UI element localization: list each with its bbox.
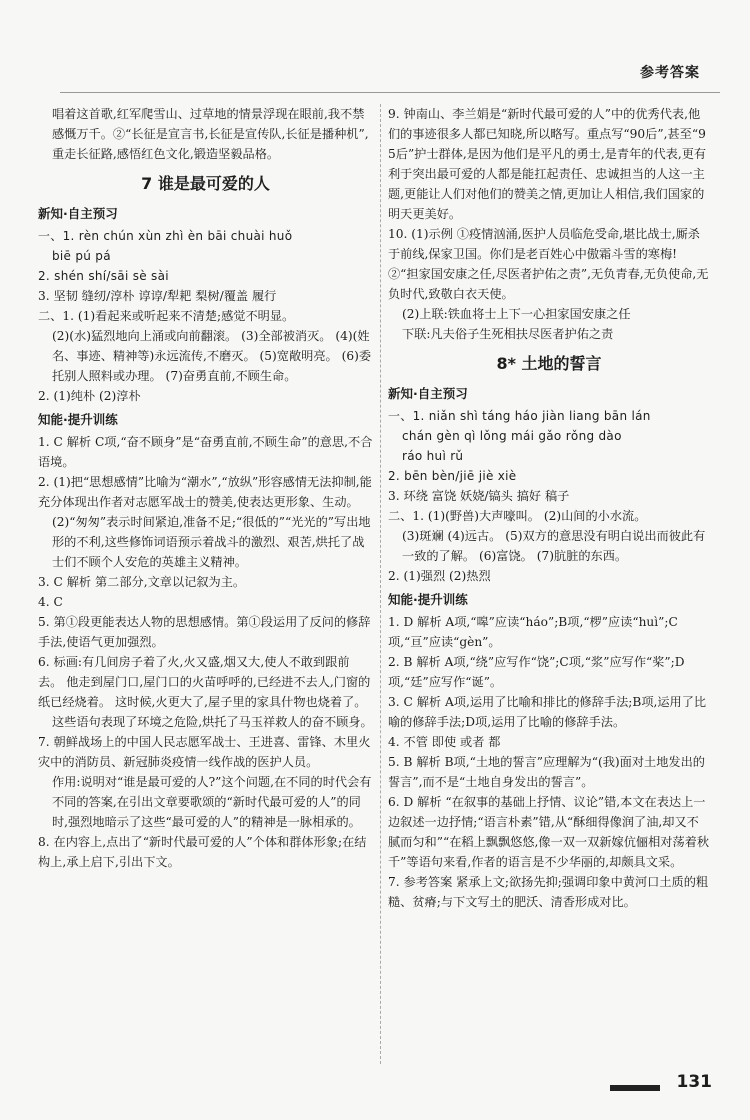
answer-line: (2)(水)猛烈地向上涌或向前翻滚。 (3)全部被消灭。 (4)(姓名、事迹、精神等)永远流传,不磨灭。 (5)宽敞明亮。 (6)委托别人照料或办理。 (7)奋勇直前,不顾生命。	[52, 329, 372, 383]
answer-line: 3. 坚韧 缝纫/淳朴 谆谆/犁耙 梨树/覆盖 履行	[38, 289, 277, 303]
answer-line: biē pú pá	[52, 249, 111, 263]
answer-line: chán gèn qì lǒng mái gǎo rǒng dào	[402, 429, 622, 443]
answer-line: 作用:说明对“谁是最可爱的人?”这个问题,在不同的时代会有不同的答案,在引出文章要歌颂的“新时代最可爱的人”的同时,强烈地暗示了这些“最可爱的人”的精神是一脉相承的。	[52, 775, 372, 829]
answer-line: (3)斑斓 (4)远古。 (5)双方的意思没有明白说出而彼此有一致的了解。 (6)富饶。 (7)肮脏的东西。	[402, 529, 706, 563]
answer-line: 9. 钟南山、李兰娟是“新时代最可爱的人”中的优秀代表,他们的事迹很多人都已知晓,所以略写。重点写“90后”,甚至“95后”护士群体,是因为他们是平凡的勇士,是青年的代表,更有利于突出最可爱的人都是能扛起责任、忠诚担当的人这一主题,更能让人们对他们的赞美之情,更加让人相信,我们国家的明天更美好。	[388, 107, 707, 221]
answer-line: 4. C	[38, 595, 63, 609]
footer-bar	[610, 1085, 660, 1091]
page-header	[0, 0, 750, 100]
answer-line: 2. B 解析 A项,“绕”应写作“饶”;C项,“浆”应写作“桨”;D项,“廷”应写作“诞”。	[388, 655, 685, 689]
page-number: 131	[676, 1072, 712, 1092]
answer-line: (2)“匆匆”表示时间紧迫,准备不足;“很低的”“光光的”写出地形的不利,这些修饰词语预示着战斗的激烈、艰苦,烘托了战士们不顾个人安危的英雄主义精神。	[52, 515, 371, 569]
answer-line: 2. (1)强烈 (2)热烈	[388, 569, 491, 583]
answer-line: 7. 参考答案 紧承上文;欲扬先抑;强调印象中黄河口土质的粗糙、贫瘠;与下文写土的肥沃、清香形成对比。	[388, 875, 709, 909]
answer-line: 5. B 解析 B项,“土地的誓言”应理解为“(我)面对土地发出的誓言”,而不是“土地自身发出的誓言”。	[388, 755, 705, 789]
answer-line: 7. 朝鲜战场上的中国人民志愿军战士、王进喜、雷锋、木里火灾中的消防员、新冠肺炎疫情一线作战的医护人员。	[38, 735, 371, 769]
answer-line: 6. 标画:有几间房子着了火,火又盛,烟又大,使人不敢到跟前去。 他走到屋门口,屋门口的火苗呼呼的,已经进不去人,门窗的纸已经烧着。 这时候,火更大了,屋子里的家具什物也烧着了。	[38, 655, 371, 709]
right-column	[388, 104, 710, 912]
answer-line: 这些语句表现了环境之危险,烘托了马玉祥救人的奋不顾身。	[52, 715, 373, 729]
section-heading: 知能·提升训练	[388, 592, 468, 607]
answer-line: 8. 在内容上,点出了“新时代最可爱的人”个体和群体形象;在结构上,承上启下,引出下文。	[38, 835, 367, 869]
answer-line: 下联:凡夫俗子生死相扶尽医者护佑之责	[402, 327, 614, 341]
answer-line: 2. (1)纯朴 (2)淳朴	[38, 389, 141, 403]
answer-line: 1. C 解析 C项,“奋不顾身”是“奋勇直前,不顾生命”的意思,不合语境。	[38, 435, 373, 469]
answer-line: 1. D 解析 A项,“嗥”应读“háo”;B项,“椤”应读“huì”;C项,“亘”应读“gèn”。	[388, 615, 678, 649]
chapter-title: 7 谁是最可爱的人	[141, 174, 270, 193]
answer-line: 10. (1)示例 ①疫情汹涌,医护人员临危受命,堪比战士,厮杀于前线,保家卫国。你们是老百姓心中傲霜斗雪的寒梅! ②“担家国安康之任,尽医者护佑之责”,无负青春,无负使命,无负时代,致敬白衣天使。	[388, 227, 709, 301]
answer-line: ráo huì rǔ	[402, 449, 464, 463]
answer-line: 二、1. (1)看起来或听起来不清楚;感觉不明显。	[38, 309, 295, 323]
answer-line: 4. 不管 即使 或者 都	[388, 735, 501, 749]
header-rule	[60, 92, 720, 93]
left-column	[38, 104, 373, 872]
answer-line: 2. (1)把“思想感情”比喻为“潮水”,“放纵”形容感情无法抑制,能充分体现出作者对志愿军战士的赞美,使表达更形象、生动。	[38, 475, 372, 509]
answer-line: 3. C 解析 A项,运用了比喻和排比的修辞手法;B项,运用了比喻的修辞手法;D项,运用了比喻的修辞手法。	[388, 695, 707, 729]
header-title: 参考答案	[640, 65, 700, 81]
answer-line: 唱着这首歌,红军爬雪山、过草地的情景浮现在眼前,我不禁感慨万千。②“长征是宣言书,长征是宣传队,长征是播种机”,重走长征路,感悟红色文化,锻造坚毅品格。	[52, 107, 369, 161]
answer-line: 3. C 解析 第二部分,文章以记叙为主。	[38, 575, 246, 589]
answer-line: 6. D 解析 “在叙事的基础上抒情、议论”错,本文在表达上一边叙述一边抒情;“语言朴素”错,从“酥细得像润了油,却又不腻而匀和”“在稻上飘飘悠悠,像一双一双新嫁伉俪相对荡着秋千”等语句来看,作者的语言是不少华丽的,却颇具文采。	[388, 795, 710, 869]
section-heading: 新知·自主预习	[38, 206, 118, 221]
answer-line: 一、1. rèn chún xùn zhì èn bāi chuài huǒ	[38, 229, 293, 243]
answer-line: 3. 环绕 富饶 妖娆/镐头 搞好 稿子	[388, 489, 570, 503]
answer-line: 一、1. niǎn shì táng háo jiàn liang bān lán	[388, 409, 651, 423]
answer-line: (2)上联:铁血将士上下一心担家国安康之任	[402, 307, 631, 321]
answer-line: 二、1. (1)(野兽)大声嚎叫。 (2)山间的小水流。	[388, 509, 647, 523]
answer-line: 5. 第①段更能表达人物的思想感情。第①段运用了反问的修辞手法,使语气更加强烈。	[38, 615, 371, 649]
answer-line: 2. shén shí/sāi sè sài	[38, 269, 169, 283]
answer-line: 2. bēn bèn/jiē jiè xiè	[388, 469, 517, 483]
section-heading: 新知·自主预习	[388, 386, 468, 401]
section-heading: 知能·提升训练	[38, 412, 118, 427]
chapter-title: 8* 土地的誓言	[496, 354, 602, 373]
column-divider	[380, 104, 381, 1064]
